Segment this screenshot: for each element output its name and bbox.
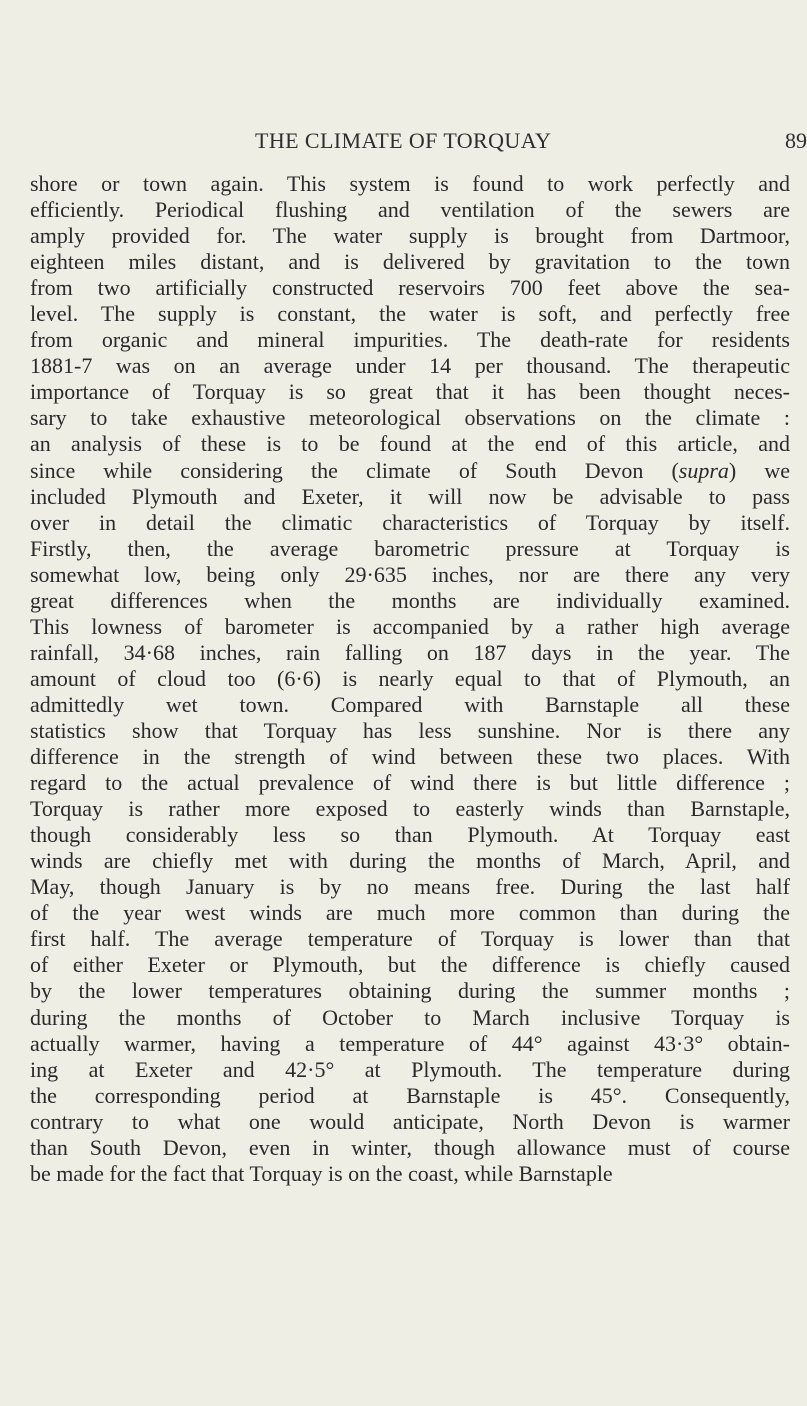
text-line: rainfall, 34·68 inches, rain falling on 187 days in the year. The	[30, 639, 790, 665]
text-segment: since while considering the climate of South Devon (	[30, 457, 679, 483]
text-line: amount of cloud too (6·6) is nearly equal to that of Plymouth, an	[30, 665, 790, 691]
text-line: winds are chiefly met with during the months of March, April, and	[30, 848, 790, 874]
text-line: sary to take exhaustive meteorological observations on the climate :	[30, 405, 790, 431]
text-line: though considerably less so than Plymouth. At Torquay east	[30, 822, 790, 848]
text-line: over in detail the climatic characteristics of Torquay by itself.	[30, 509, 790, 535]
text-line: level. The supply is constant, the water is soft, and perfectly free	[30, 301, 790, 327]
text-line: Firstly, then, the average barometric pressure at Torquay is	[30, 535, 790, 561]
text-line: the corresponding period at Barnstaple is 45°. Consequently,	[30, 1082, 790, 1108]
text-line: first half. The average temperature of Torquay is lower than that	[30, 926, 790, 952]
text-line: May, though January is by no means free. During the last half	[30, 874, 790, 900]
text-line: eighteen miles distant, and is delivered by gravitation to the town	[30, 249, 790, 275]
text-line: statistics show that Torquay has less sunshine. Nor is there any	[30, 717, 790, 743]
text-line: admittedly wet town. Compared with Barnstaple all these	[30, 691, 790, 717]
text-segment: ) we	[728, 457, 790, 483]
text-line: This lowness of barometer is accompanied by a rather high average	[30, 613, 790, 639]
body-paragraph	[30, 171, 790, 1187]
text-line: by the lower temperatures obtaining during the summer months ;	[30, 978, 790, 1004]
text-line: contrary to what one would anticipate, North Devon is warmer	[30, 1108, 790, 1134]
text-line: of the year west winds are much more common than during the	[30, 900, 790, 926]
page-number: 89	[785, 128, 807, 153]
text-line: amply provided for. The water supply is brought from Dartmoor,	[30, 223, 790, 249]
text-line	[30, 458, 790, 484]
text-line: Torquay is rather more exposed to easterly winds than Barnstaple,	[30, 796, 790, 822]
text-line: great differences when the months are individually examined.	[30, 587, 790, 613]
text-line: be made for the fact that Torquay is on the coast, while Barnstaple	[30, 1160, 613, 1186]
text-line: shore or town again. This system is found to work perfectly and	[30, 171, 790, 196]
text-line: ing at Exeter and 42·5° at Plymouth. The temperature during	[30, 1056, 790, 1082]
italic-word: supra	[678, 457, 729, 483]
text-line: 1881-7 was on an average under 14 per thousand. The therapeutic	[30, 353, 790, 379]
page-header	[255, 128, 807, 158]
text-line: actually warmer, having a temperature of 44° against 43·3° obtain-	[30, 1030, 790, 1056]
running-title: THE CLIMATE OF TORQUAY	[255, 128, 552, 153]
text-line: efficiently. Periodical flushing and ventilation of the sewers are	[30, 197, 790, 223]
text-line: difference in the strength of wind between these two places. With	[30, 744, 790, 770]
text-line: of either Exeter or Plymouth, but the difference is chiefly caused	[30, 952, 790, 978]
text-line: included Plymouth and Exeter, it will now be advisable to pass	[30, 483, 790, 509]
text-line: regard to the actual prevalence of wind there is but little difference ;	[30, 770, 790, 796]
text-line: importance of Torquay is so great that it has been thought neces-	[30, 379, 790, 405]
text-line: from two artificially constructed reservoirs 700 feet above the sea-	[30, 275, 790, 301]
text-line: somewhat low, being only 29·635 inches, nor are there any very	[30, 561, 790, 587]
text-line: from organic and mineral impurities. The death-rate for residents	[30, 327, 790, 353]
text-line: during the months of October to March inclusive Torquay is	[30, 1004, 790, 1030]
text-line: an analysis of these is to be found at the end of this article, and	[30, 431, 790, 457]
text-line: than South Devon, even in winter, though allowance must of course	[30, 1134, 790, 1160]
